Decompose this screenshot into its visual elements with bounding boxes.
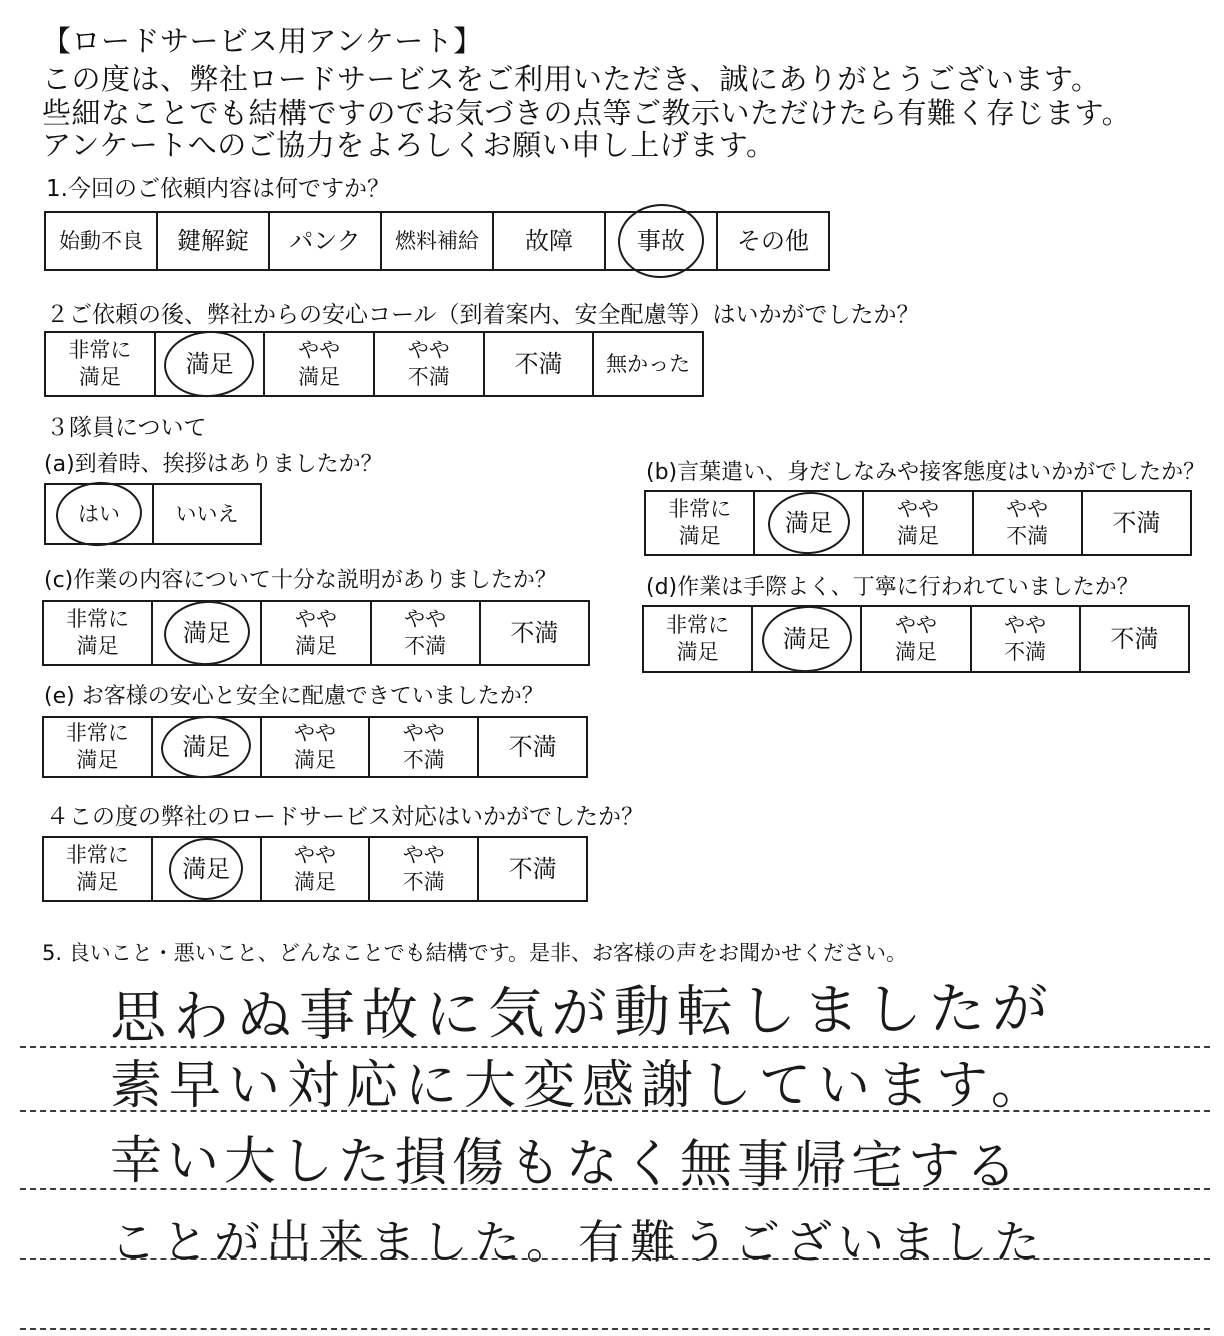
- q3e-label: (e) お客様の安心と安全に配慮できていましたか？: [44, 684, 544, 709]
- q1-option[interactable]: [269, 212, 381, 270]
- q3a-option[interactable]: [153, 484, 261, 544]
- q4-label: ４この度の弊社のロードサービス対応はいかがでしたか？: [46, 804, 644, 830]
- q3b-option[interactable]: [973, 491, 1082, 555]
- q3c-options: [42, 600, 590, 666]
- intro-line-3: アンケートへのご協力をよろしくお願い申し上げます。: [42, 128, 776, 162]
- q3a-option-label: はい: [78, 501, 120, 526]
- q2-label: ２ご依頼の後、弊社からの安心コール（到着案内、安全配慮等）はいかがでしたか？: [46, 302, 920, 328]
- q1-option[interactable]: [45, 212, 157, 270]
- q3d-option-label: 満足: [782, 624, 831, 653]
- q1-option-label: その他: [737, 226, 809, 255]
- q3e-option-label: やや 不満: [402, 721, 445, 772]
- q3c-option[interactable]: [261, 601, 370, 665]
- q3c-label: (c)作業の内容について十分な説明がありましたか？: [44, 568, 557, 593]
- handwritten-comment-line: 素早い対応に大変感謝しています。: [110, 1056, 1050, 1116]
- q2-options: [44, 331, 704, 397]
- q4-option-label: 不満: [508, 854, 557, 883]
- q3e-option[interactable]: [261, 717, 370, 777]
- q4-options: [42, 836, 588, 902]
- q3a-option-selected[interactable]: [45, 484, 153, 544]
- q1-option[interactable]: [493, 212, 605, 270]
- q1-option[interactable]: [381, 212, 493, 270]
- q3d-option-label: 不満: [1110, 624, 1159, 653]
- q2-option[interactable]: [593, 332, 703, 396]
- q3e-option[interactable]: [43, 717, 152, 777]
- q3d-option[interactable]: [643, 606, 752, 672]
- q4-option-label: 満足: [182, 854, 231, 883]
- q2-option-label: やや 満足: [298, 338, 341, 389]
- q3c-option-selected[interactable]: [152, 601, 261, 665]
- q3d-option-label: 非常に 満足: [666, 613, 730, 664]
- handwritten-comment-line: ことが出来ました。有難うございました: [110, 1215, 1046, 1269]
- q3d-label: (d)作業は手際よく、丁寧に行われていましたか？: [646, 575, 1139, 600]
- q3b-option-selected[interactable]: [754, 491, 863, 555]
- q3b-option[interactable]: [863, 491, 972, 555]
- q4-option[interactable]: [43, 837, 152, 901]
- q1-label: 1.今回のご依頼内容は何ですか？: [46, 176, 390, 202]
- q2-option[interactable]: [264, 332, 374, 396]
- q3c-option-label: 満足: [182, 618, 231, 647]
- q3e-option-label: 非常に 満足: [65, 721, 129, 772]
- q3d-option[interactable]: [861, 606, 970, 672]
- q3c-option-label: 非常に 満足: [66, 607, 130, 658]
- q2-option[interactable]: [484, 332, 594, 396]
- q4-option[interactable]: [261, 837, 370, 901]
- q3b-label: (b)言葉遣い、身だしなみや接客態度はいかがでしたか？: [646, 460, 1206, 485]
- q3a-option-label: いいえ: [175, 501, 239, 526]
- q3e-option-label: やや 満足: [293, 721, 336, 772]
- q2-option-label: 無かった: [606, 351, 691, 376]
- q3c-option-label: やや 不満: [404, 607, 447, 658]
- q3d-option[interactable]: [971, 606, 1080, 672]
- q1-option[interactable]: [157, 212, 269, 270]
- q3b-option[interactable]: [645, 491, 754, 555]
- handwritten-comment-line: 思わぬ事故に気が動転しましたが: [109, 976, 1056, 1051]
- q3e-option-label: 満足: [182, 732, 231, 761]
- q3b-option-label: やや 満足: [896, 497, 939, 548]
- q1-option-label: 鍵解錠: [177, 226, 249, 255]
- q4-option-selected[interactable]: [152, 837, 261, 901]
- q3a-options: [44, 483, 262, 545]
- handwritten-comment-line: 幸い大した損傷もなく無事帰宅する: [109, 1130, 1023, 1198]
- q2-option-selected[interactable]: [155, 332, 265, 396]
- q2-option[interactable]: [45, 332, 155, 396]
- q3c-option-label: やや 満足: [294, 607, 337, 658]
- q3b-option-label: 不満: [1112, 508, 1161, 537]
- q3e-option-label: 不満: [508, 732, 557, 761]
- q2-option-label: やや 不満: [407, 338, 450, 389]
- q1-option[interactable]: [717, 212, 829, 270]
- q3-label: ３隊員について: [46, 415, 207, 441]
- q3e-option-selected[interactable]: [152, 717, 261, 777]
- q3b-options: [644, 490, 1192, 556]
- q3b-option-label: 満足: [784, 508, 833, 537]
- q3a-label: (a)到着時、挨拶はありましたか？: [44, 452, 383, 477]
- q3c-option[interactable]: [371, 601, 480, 665]
- q3c-option-label: 不満: [510, 618, 559, 647]
- q3b-option-label: やや 不満: [1006, 497, 1049, 548]
- q3b-option[interactable]: [1082, 491, 1191, 555]
- q3c-option[interactable]: [480, 601, 589, 665]
- q3c-option[interactable]: [43, 601, 152, 665]
- q1-option-selected[interactable]: [605, 212, 717, 270]
- q3d-option-label: やや 満足: [894, 613, 937, 664]
- intro-line-1: この度は、弊社ロードサービスをご利用いただき、誠にありがとうございます。: [42, 62, 1101, 96]
- q1-option-label: 始動不良: [59, 228, 143, 253]
- q1-option-label: 故障: [525, 226, 573, 255]
- q2-option-label: 非常に 満足: [68, 338, 132, 389]
- q2-option-label: 不満: [514, 349, 563, 378]
- survey-title: 【ロードサービス用アンケート】: [42, 24, 483, 58]
- q1-option-label: 燃料補給: [395, 228, 479, 253]
- q2-option-label: 満足: [185, 349, 234, 378]
- q1-option-label: 事故: [637, 226, 685, 255]
- q3b-option-label: 非常に 満足: [668, 497, 732, 548]
- q4-option[interactable]: [369, 837, 478, 901]
- q3d-option-selected[interactable]: [752, 606, 861, 672]
- q3d-options: [642, 605, 1190, 673]
- q4-option-label: やや 満足: [293, 843, 336, 894]
- q3e-options: [42, 716, 588, 778]
- q3d-option-label: やや 不満: [1004, 613, 1047, 664]
- intro-line-2: 些細なことでも結構ですのでお気づきの点等ご教示いただけたら有難く存じます。: [42, 96, 1132, 130]
- q1-option-label: パンク: [289, 226, 361, 255]
- q3e-option[interactable]: [369, 717, 478, 777]
- q4-option-label: やや 不満: [402, 843, 445, 894]
- q3d-option[interactable]: [1080, 606, 1189, 672]
- writing-line: [20, 1328, 1210, 1330]
- q2-option[interactable]: [374, 332, 484, 396]
- q4-option-label: 非常に 満足: [65, 843, 129, 894]
- q4-option[interactable]: [478, 837, 587, 901]
- q5-label: 5. 良いこと・悪いこと、どんなことでも結構です。是非、お客様の声をお聞かせください。: [42, 941, 908, 965]
- q1-options: [44, 211, 830, 271]
- q3e-option[interactable]: [478, 717, 587, 777]
